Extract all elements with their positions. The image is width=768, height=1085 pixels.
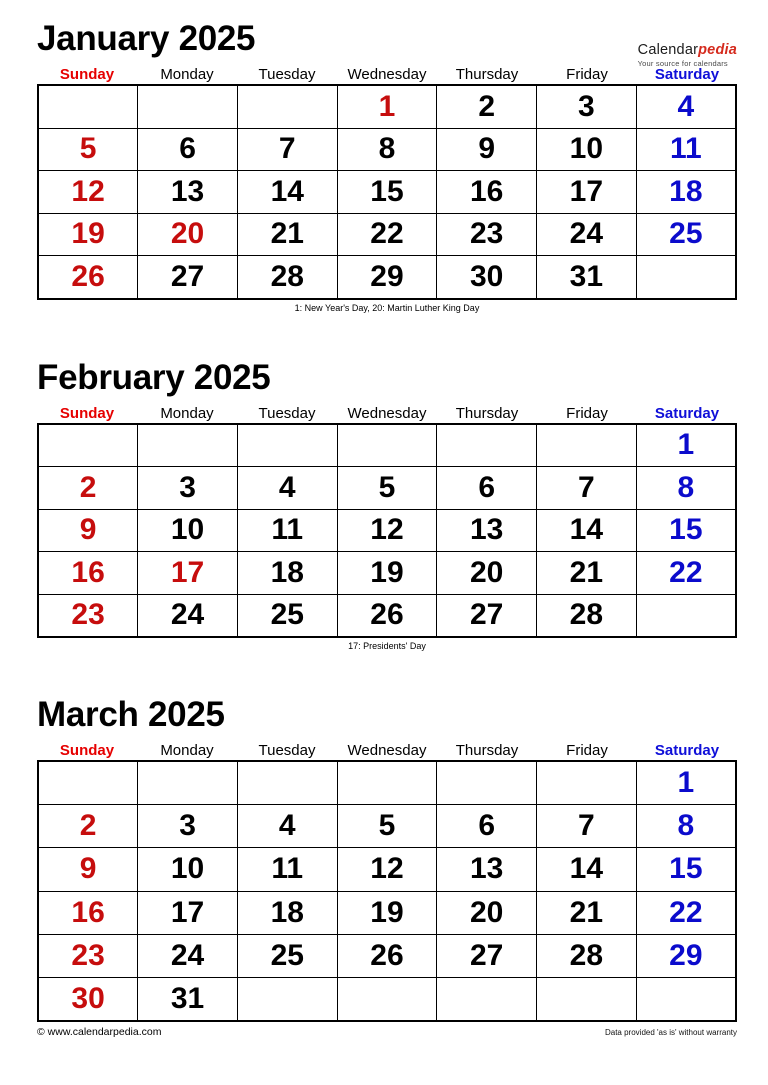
day-cell-4: 4: [636, 85, 736, 128]
holiday-footnote: 17: Presidents' Day: [348, 641, 426, 651]
day-header-friday: Friday: [566, 742, 608, 759]
day-cell-5: 5: [337, 805, 437, 848]
day-header-wednesday: Wednesday: [347, 742, 427, 759]
day-cell-25: 25: [636, 213, 736, 256]
day-cell-20: 20: [437, 891, 537, 934]
month-grid-february-2025: [37, 423, 737, 639]
day-cell-9: 9: [437, 128, 537, 171]
month-title-february-2025: February 2025: [37, 357, 271, 397]
day-cell-15: 15: [636, 848, 736, 891]
day-cell-14: 14: [537, 509, 637, 552]
day-cell-16: 16: [38, 552, 138, 595]
day-cell-20: 20: [138, 213, 238, 256]
day-cell-6: 6: [437, 805, 537, 848]
day-cell-17: 17: [138, 552, 238, 595]
logo-wordmark: [638, 43, 737, 59]
logo-brand-suffix: pedia: [698, 42, 737, 58]
day-cell-4: 4: [237, 805, 337, 848]
day-cell-25: 25: [237, 594, 337, 637]
day-cell-25: 25: [237, 934, 337, 977]
day-cell-19: 19: [337, 891, 437, 934]
day-header-thursday: Thursday: [455, 404, 519, 422]
day-cell-empty: [237, 85, 337, 128]
day-header-saturday: Saturday: [654, 404, 720, 422]
day-cell-8: 8: [337, 128, 437, 171]
day-cell-empty: [237, 977, 337, 1021]
day-cell-15: 15: [337, 171, 437, 214]
day-cell-31: 31: [138, 977, 238, 1021]
week-row: [38, 128, 736, 171]
day-cell-3: 3: [138, 805, 238, 848]
day-cell-1: 1: [636, 761, 736, 805]
week-row: [38, 256, 736, 299]
day-cell-6: 6: [138, 128, 238, 171]
day-cell-27: 27: [437, 934, 537, 977]
month-grid-january-2025: [37, 84, 737, 300]
day-cell-empty: [138, 85, 238, 128]
day-cell-20: 20: [437, 552, 537, 595]
day-header-tuesday: Tuesday: [258, 66, 316, 83]
day-cell-26: 26: [337, 934, 437, 977]
day-cell-24: 24: [138, 594, 238, 637]
day-cell-empty: [38, 85, 138, 128]
week-row: [38, 934, 736, 977]
day-cell-empty: [237, 761, 337, 805]
day-headers: [37, 67, 737, 83]
day-cell-empty: [337, 977, 437, 1021]
day-cell-26: 26: [337, 594, 437, 637]
week-row: [38, 171, 736, 214]
week-row: [38, 85, 736, 128]
day-cell-27: 27: [138, 256, 238, 299]
logo-brand-prefix: Calendar: [637, 42, 699, 58]
week-row: [38, 977, 736, 1021]
day-header-wednesday: Wednesday: [347, 404, 427, 422]
day-cell-1: 1: [636, 424, 736, 467]
day-cell-empty: [636, 977, 736, 1021]
month-title-march-2025: March 2025: [37, 695, 225, 734]
day-cell-empty: [38, 761, 138, 805]
day-cell-21: 21: [237, 213, 337, 256]
day-cell-17: 17: [537, 171, 637, 214]
month-february-2025: [37, 357, 737, 653]
day-cell-4: 4: [237, 467, 337, 510]
day-header-sunday: Sunday: [59, 742, 115, 759]
day-header-thursday: Thursday: [455, 742, 519, 759]
week-row: [38, 213, 736, 256]
day-cell-empty: [537, 761, 637, 805]
day-cell-10: 10: [138, 848, 238, 891]
day-cell-13: 13: [437, 509, 537, 552]
day-cell-30: 30: [38, 977, 138, 1021]
day-header-wednesday: Wednesday: [347, 66, 427, 83]
day-cell-23: 23: [38, 594, 138, 637]
day-cell-22: 22: [337, 213, 437, 256]
day-cell-13: 13: [437, 848, 537, 891]
day-cell-30: 30: [437, 256, 537, 299]
calendar-content: [0, 19, 737, 1039]
day-cell-5: 5: [337, 467, 437, 510]
day-cell-29: 29: [636, 934, 736, 977]
day-cell-15: 15: [636, 509, 736, 552]
day-cell-18: 18: [237, 891, 337, 934]
week-row: [38, 891, 736, 934]
day-cell-12: 12: [38, 171, 138, 214]
day-cell-5: 5: [38, 128, 138, 171]
day-cell-18: 18: [237, 552, 337, 595]
day-cell-21: 21: [537, 552, 637, 595]
day-cell-12: 12: [337, 509, 437, 552]
day-cell-12: 12: [337, 848, 437, 891]
day-cell-13: 13: [138, 171, 238, 214]
day-cell-16: 16: [437, 171, 537, 214]
week-row: [38, 552, 736, 595]
day-cell-23: 23: [437, 213, 537, 256]
day-header-tuesday: Tuesday: [258, 742, 316, 759]
day-cell-10: 10: [537, 128, 637, 171]
day-cell-14: 14: [237, 171, 337, 214]
day-header-monday: Monday: [160, 66, 214, 83]
day-cell-16: 16: [38, 891, 138, 934]
day-cell-6: 6: [437, 467, 537, 510]
day-cell-empty: [437, 977, 537, 1021]
day-cell-2: 2: [38, 467, 138, 510]
day-cell-3: 3: [537, 85, 637, 128]
day-header-tuesday: Tuesday: [258, 404, 316, 422]
day-header-friday: Friday: [566, 66, 608, 83]
day-cell-19: 19: [337, 552, 437, 595]
week-row: [38, 848, 736, 891]
day-cell-empty: [437, 424, 537, 467]
week-row: [38, 509, 736, 552]
day-cell-8: 8: [636, 467, 736, 510]
day-cell-empty: [237, 424, 337, 467]
day-cell-7: 7: [237, 128, 337, 171]
day-cell-empty: [437, 761, 537, 805]
day-cell-24: 24: [138, 934, 238, 977]
day-cell-24: 24: [537, 213, 637, 256]
day-cell-9: 9: [38, 509, 138, 552]
months-container: [37, 19, 737, 1022]
day-cell-29: 29: [337, 256, 437, 299]
week-row: [38, 761, 736, 805]
day-cell-18: 18: [636, 171, 736, 214]
day-cell-28: 28: [237, 256, 337, 299]
month-march-2025: [37, 695, 737, 1022]
month-title-january-2025: January 2025: [37, 19, 256, 58]
disclaimer-text: Data provided 'as is' without warranty: [604, 1028, 737, 1038]
day-cell-17: 17: [138, 891, 238, 934]
day-cell-empty: [537, 424, 637, 467]
day-cell-empty: [337, 424, 437, 467]
day-cell-7: 7: [537, 467, 637, 510]
day-cell-21: 21: [537, 891, 637, 934]
day-headers: [37, 406, 737, 422]
day-cell-empty: [337, 761, 437, 805]
day-cell-7: 7: [537, 805, 637, 848]
day-headers: [37, 743, 737, 759]
month-january-2025: [37, 19, 737, 314]
day-cell-14: 14: [537, 848, 637, 891]
day-header-friday: Friday: [566, 404, 608, 422]
day-cell-2: 2: [437, 85, 537, 128]
holiday-footnote: 1: New Year's Day, 20: Martin Luther King Day: [294, 302, 480, 313]
day-cell-9: 9: [38, 848, 138, 891]
week-row: [38, 467, 736, 510]
day-cell-8: 8: [636, 805, 736, 848]
day-cell-28: 28: [537, 934, 637, 977]
week-row: [38, 594, 736, 637]
day-cell-31: 31: [537, 256, 637, 299]
day-header-saturday: Saturday: [654, 742, 720, 759]
logo-tagline: Your source for calendars: [637, 58, 728, 68]
day-cell-28: 28: [537, 594, 637, 637]
day-cell-22: 22: [636, 891, 736, 934]
calendar-page: [0, 19, 768, 1085]
day-cell-11: 11: [237, 509, 337, 552]
day-cell-empty: [38, 424, 138, 467]
day-cell-11: 11: [636, 128, 736, 171]
day-cell-10: 10: [138, 509, 238, 552]
day-cell-23: 23: [38, 934, 138, 977]
day-cell-19: 19: [38, 213, 138, 256]
day-cell-empty: [537, 977, 637, 1021]
day-cell-27: 27: [437, 594, 537, 637]
day-cell-empty: [138, 424, 238, 467]
day-cell-11: 11: [237, 848, 337, 891]
page-footer: [37, 1026, 737, 1038]
day-cell-empty: [636, 256, 736, 299]
calendarpedia-logo: [638, 43, 737, 68]
week-row: [38, 424, 736, 467]
day-cell-2: 2: [38, 805, 138, 848]
day-header-sunday: Sunday: [59, 404, 115, 422]
day-header-monday: Monday: [160, 404, 214, 422]
day-cell-empty: [138, 761, 238, 805]
day-cell-empty: [636, 594, 736, 637]
week-row: [38, 805, 736, 848]
day-cell-3: 3: [138, 467, 238, 510]
day-header-thursday: Thursday: [455, 66, 519, 83]
day-header-sunday: Sunday: [59, 66, 115, 83]
month-grid-march-2025: [37, 760, 737, 1022]
day-header-monday: Monday: [160, 742, 214, 759]
day-cell-26: 26: [38, 256, 138, 299]
copyright-text: © www.calendarpedia.com: [37, 1026, 162, 1039]
day-cell-22: 22: [636, 552, 736, 595]
day-header-saturday: Saturday: [654, 66, 720, 83]
day-cell-1: 1: [337, 85, 437, 128]
